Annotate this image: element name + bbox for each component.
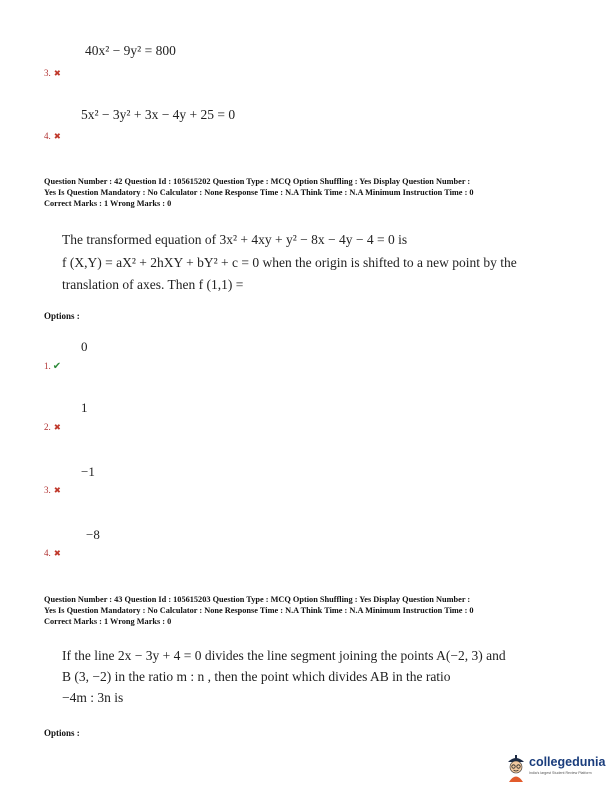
cross-icon: ✖	[53, 68, 61, 78]
q42-option-2-value: 1	[81, 400, 88, 415]
q42-meta-line-3: Correct Marks : 1 Wrong Marks : 0	[44, 199, 172, 209]
prev-option-3-formula: 40x² − 9y² = 800	[85, 43, 176, 58]
check-icon: ✔	[52, 361, 62, 372]
option-label: 1.	[44, 361, 51, 371]
q42-option-3-value: −1	[81, 464, 95, 479]
option-label: 4.	[44, 131, 51, 141]
q42-meta-line-1: Question Number : 42 Question Id : 105615202 Question Type : MCQ Option Shuffling : Yes Display Question Number :	[44, 177, 471, 186]
q42-option-3-number	[44, 485, 61, 496]
prev-option-4-number	[44, 131, 61, 142]
q42-meta-line-2: Yes Is Question Mandatory : No Calculator : None Response Time : N.A Think Time : N.A Minimum Instruction Time : 0	[44, 188, 474, 198]
option-label: 3.	[44, 68, 51, 78]
q42-options-label: Options :	[44, 311, 80, 321]
logo-wordmark: collegedunia	[529, 755, 606, 769]
option-label: 2.	[44, 422, 51, 432]
collegedunia-logo	[504, 751, 608, 785]
cross-icon: ✖	[53, 422, 61, 432]
q43-text-line-1: If the line 2x − 3y + 4 = 0 divides the line segment joining the points A(−2, 3) and	[62, 648, 506, 663]
q42-question-text	[62, 229, 517, 297]
option-label: 3.	[44, 485, 51, 495]
logo-tagline: India's largest Student Review Platform	[529, 771, 592, 775]
cross-icon: ✖	[53, 485, 61, 495]
q42-option-1-number	[44, 361, 61, 372]
cross-icon: ✖	[53, 548, 61, 558]
q43-meta-line-2: Yes Is Question Mandatory : No Calculator : None Response Time : N.A Think Time : N.A Minimum Instruction Time : 0	[44, 606, 474, 616]
prev-option-4-formula: 5x² − 3y² + 3x − 4y + 25 = 0	[81, 107, 236, 122]
q42-option-1-value: 0	[81, 339, 88, 354]
q43-text-line-2: B (3, −2) in the ratio m : n , then the point which divides AB in the ratio	[62, 669, 451, 684]
q42-text-line-2: f (X,Y) = aX² + 2hXY + bY² + c = 0 when the origin is shifted to a new point by the	[62, 254, 517, 270]
q42-option-4-value: −8	[86, 527, 100, 542]
q43-text-line-3: −4m : 3n is	[62, 690, 124, 705]
q42-text-line-1: The transformed equation of 3x² + 4xy + y² − 8x − 4y − 4 = 0 is	[62, 232, 408, 247]
q42-metadata	[44, 176, 474, 210]
q42-text-line-3: translation of axes. Then f (1,1) =	[62, 277, 244, 292]
q42-option-4-number	[44, 548, 61, 559]
cross-icon: ✖	[53, 131, 61, 141]
q43-metadata	[44, 594, 474, 628]
prev-option-3-number	[44, 68, 61, 79]
q43-question-text	[62, 645, 506, 708]
q43-meta-line-1: Question Number : 43 Question Id : 105615203 Question Type : MCQ Option Shuffling : Yes Display Question Number :	[44, 595, 471, 604]
q42-option-2-number	[44, 422, 61, 433]
q43-options-label: Options :	[44, 728, 80, 738]
q43-meta-line-3: Correct Marks : 1 Wrong Marks : 0	[44, 617, 172, 627]
option-label: 4.	[44, 548, 51, 558]
mascot-icon	[504, 752, 528, 784]
